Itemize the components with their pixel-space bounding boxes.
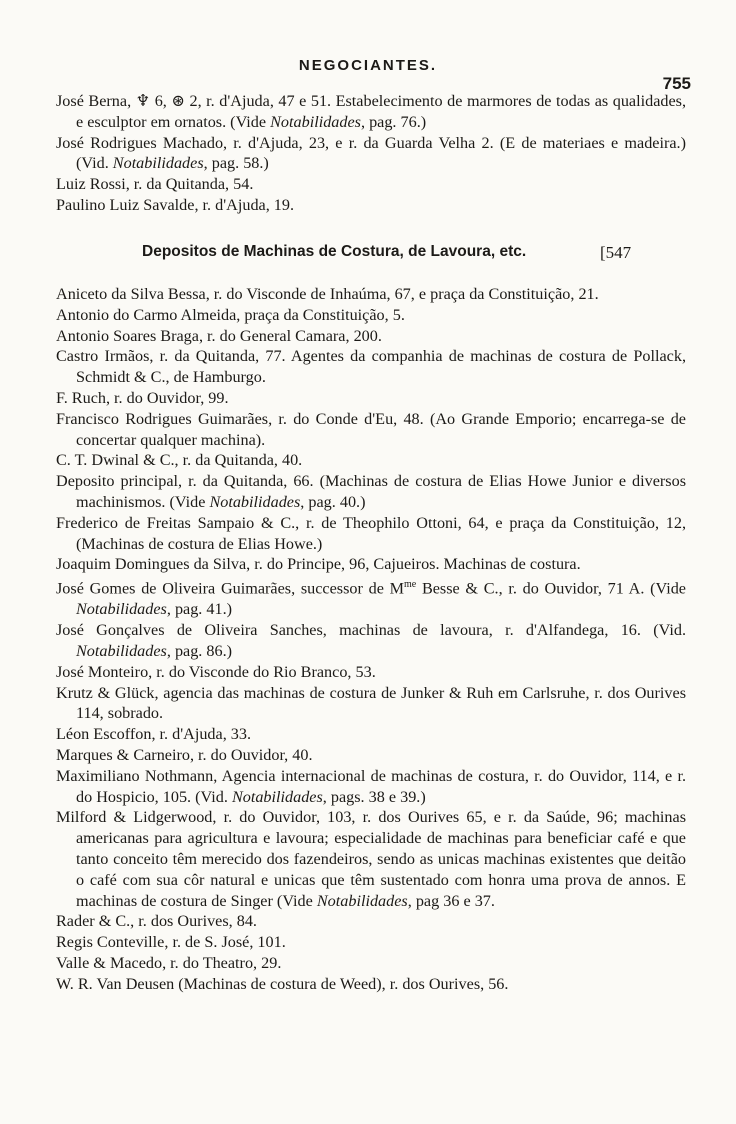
entry-text: Antonio do Carmo Almeida, praça da Constituição, 5. <box>56 305 405 324</box>
entry-text: Paulino Luiz Savalde, r. d'Ajuda, 19. <box>56 195 295 214</box>
dealer-entry <box>0 620 736 662</box>
reference-italic: Notabilidades <box>76 641 167 660</box>
entry-text: Marques & Carneiro, r. do Ouvidor, 40. <box>56 745 313 764</box>
top-entry <box>0 195 736 216</box>
entry-text: Krutz & Glück, agencia das machinas de costura de Junker & Ruh em Carlsruhe, r. dos Ourives 114, sobrado. <box>56 683 686 723</box>
dealer-entry <box>0 409 736 451</box>
entry-text: , pags. 38 e 39.) <box>322 787 426 806</box>
entry-text: Deposito principal, r. da Quitanda, 66. (Machinas de costura de Elias Howe Junior e diversos machinismos. (Vide <box>56 472 686 511</box>
entry-text: , pag 36 e 37. <box>407 891 495 910</box>
dealer-entry <box>0 683 736 725</box>
entry-text: , pag. 58.) <box>203 154 269 173</box>
reference-italic: Notabilidades <box>112 154 204 173</box>
reference-italic: Notabilidades <box>76 600 167 619</box>
dealer-entry <box>0 662 736 683</box>
dealer-entry <box>0 932 736 953</box>
entry-text: Valle & Macedo, r. do Theatro, 29. <box>56 953 282 972</box>
dealer-entry <box>0 450 736 471</box>
circle-symbol: ⊛ <box>171 92 185 110</box>
top-entry <box>0 91 736 133</box>
entry-text: José Monteiro, r. do Visconde do Rio Branco, 53. <box>56 662 376 681</box>
entry-text: Francisco Rodrigues Guimarães, r. do Conde d'Eu, 48. (Ao Grande Emporio; encarrega-se de concertar qualquer machina). <box>56 409 686 449</box>
dealer-entry <box>0 305 736 326</box>
top-entries-list <box>0 91 736 216</box>
entry-text: , pag. 41.) <box>166 600 233 619</box>
entry-text: José Rodrigues Machado, r. d'Ajuda, 23, e r. da Guarda Velha 2. (E de materiaes e madeira.) (Vid. <box>56 133 686 173</box>
dealer-entry <box>0 807 736 911</box>
entry-text: Regis Conteville, r. de S. José, 101. <box>56 933 286 952</box>
page-number: 755 <box>662 74 691 93</box>
dealer-entry <box>0 388 736 409</box>
dealer-entry <box>0 974 736 995</box>
entry-text: Léon Escoffon, r. d'Ajuda, 33. <box>56 725 252 744</box>
reference-italic: Notabilidades <box>316 891 408 910</box>
entry-text: José Gomes de Oliveira Guimarães, successor de M <box>56 579 404 598</box>
entry-text: Luiz Rossi, r. da Quitanda, 54. <box>56 175 254 194</box>
entry-text: F. Ruch, r. do Ouvidor, 99. <box>56 388 229 407</box>
dealer-entry <box>0 346 736 388</box>
entry-text: 2, r. d'Ajuda, 47 e 51. Estabelecimento de marmores de todas as qualidades, e esculptor em ornatos. (Vide <box>76 92 687 131</box>
entry-text: 6, <box>150 92 172 110</box>
entry-text: , pag. 86.) <box>166 641 233 660</box>
entry-text: Rader & C., r. dos Ourives, 84. <box>56 912 257 931</box>
entry-text: Aniceto da Silva Bessa, r. do Visconde de Inhaúma, 67, e praça da Constituição, 21. <box>56 285 599 303</box>
entry-text: me <box>404 579 417 591</box>
entry-text: , pag. 40.) <box>300 492 366 511</box>
entry-text: Joaquim Domingues da Silva, r. do Principe, 96, Cajueiros. Machinas de costura. <box>56 555 581 574</box>
dealer-entry <box>0 724 736 745</box>
section-title: Depositos de Machinas de Costura, de Lavoura, etc. <box>142 243 527 260</box>
dealer-entry <box>0 554 736 575</box>
dealer-entry <box>0 745 736 766</box>
entry-text: Castro Irmãos, r. da Quitanda, 77. Agentes da companhia de machinas de costura de Pollack, Schmidt & C., de Hamburgo. <box>56 347 686 387</box>
reference-italic: Notabilidades <box>231 787 323 806</box>
top-entry <box>0 174 736 195</box>
page-header-title: NEGOCIANTES. <box>298 57 438 74</box>
entry-text: Milford & Lidgerwood, r. do Ouvidor, 103, r. dos Ourives 65, e r. da Saúde, 96; machinas americanas para agricultura e lavoura; especialidade de machinas para beneficiar café e que tanto conceito têm merecido dos fazendeiros, sendo as unicas machinas existentes que deitão o café com sua côr natural e unicas que têm sustentado com honra uma prova de annos. E machinas de costura de Singer (Vide <box>56 808 686 910</box>
entry-text: Frederico de Freitas Sampaio & C., r. de Theophilo Ottoni, 64, e praça da Constituição, 12, (Machinas de costura de Elias Howe.) <box>56 513 686 553</box>
entry-text: , pag. 76.) <box>360 112 427 131</box>
dealer-entry <box>0 284 736 305</box>
entry-text: José Berna, <box>56 92 136 110</box>
dealer-entry <box>0 911 736 932</box>
entry-text: Besse & C., r. do Ouvidor, 71 A. (Vide <box>416 579 686 598</box>
top-entry <box>0 133 736 175</box>
reference-italic: Notabilidades <box>270 112 361 131</box>
dealer-entry <box>0 513 736 555</box>
dealer-entry <box>0 766 736 808</box>
dealer-entries-list <box>0 284 736 994</box>
dealer-entry <box>0 953 736 974</box>
ornament-symbol: ♆ <box>135 92 151 110</box>
dealer-entry <box>0 326 736 347</box>
dealer-entry <box>0 575 736 620</box>
entry-text: C. T. Dwinal & C., r. da Quitanda, 40. <box>56 451 303 470</box>
entry-text: José Gonçalves de Oliveira Sanches, machinas de lavoura, r. d'Alfandega, 16. (Vid. <box>56 621 686 640</box>
entry-text: W. R. Van Deusen (Machinas de costura de Weed), r. dos Ourives, 56. <box>56 974 509 993</box>
section-number: [547 <box>600 243 632 262</box>
dealer-entry <box>0 471 736 513</box>
entry-text: Antonio Soares Braga, r. do General Camara, 200. <box>56 326 382 345</box>
entry-text: Maximiliano Nothmann, Agencia internacional de machinas de costura, r. do Ouvidor, 114, e r. do Hospicio, 105. (Vid. <box>56 766 686 806</box>
reference-italic: Notabilidades <box>209 492 301 511</box>
